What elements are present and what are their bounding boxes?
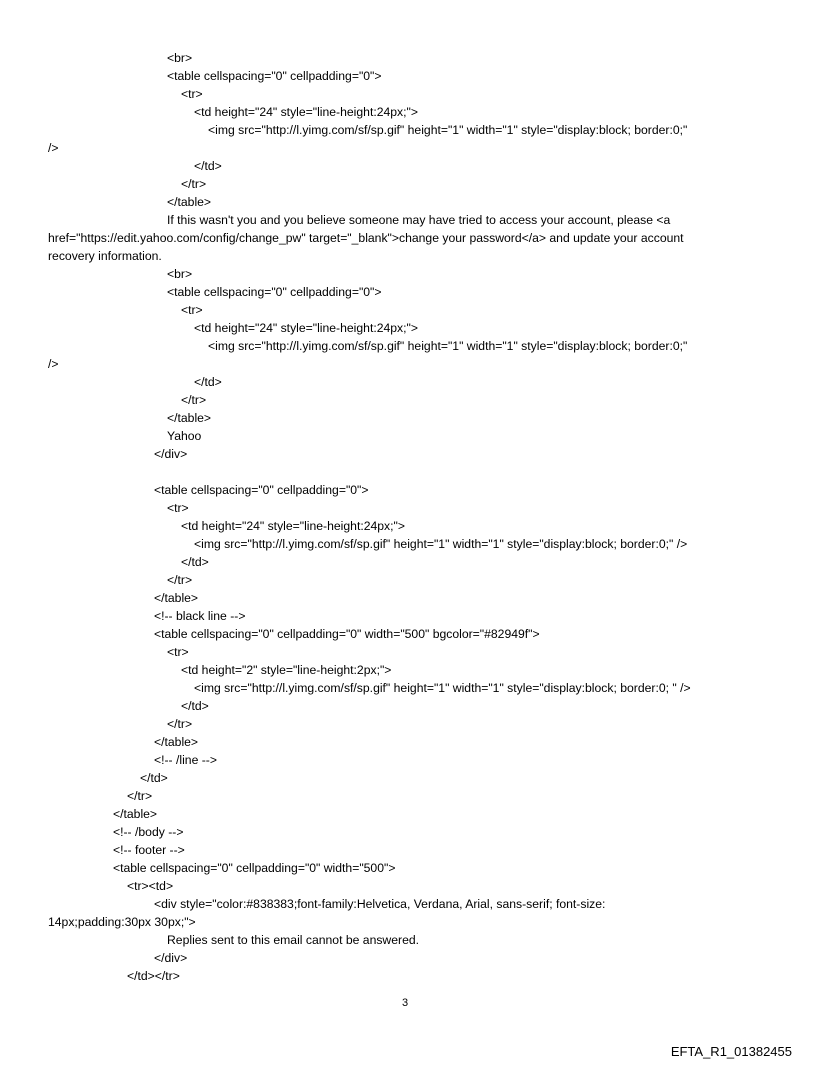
code-line: href="https://edit.yahoo.com/config/change_pw" target="_blank">change your password</a> and update your account (48, 231, 684, 245)
code-line: <!-- black line --> (154, 609, 246, 623)
code-line: <tr> (167, 645, 189, 659)
code-line: </td> (140, 771, 168, 785)
code-line: </div> (154, 951, 188, 965)
code-line: /> (48, 141, 59, 155)
code-line: </td></tr> (127, 969, 180, 983)
code-line: <div style="color:#838383;font-family:Helvetica, Verdana, Arial, sans-serif; font-size: (154, 897, 606, 911)
code-line: 14px;padding:30px 30px;"> (48, 915, 196, 929)
code-line: <img src="http://l.yimg.com/sf/sp.gif" height="1" width="1" style="display:block; border:0;" (208, 339, 688, 353)
code-line: </td> (181, 699, 209, 713)
code-line: <br> (167, 51, 193, 65)
code-line: <br> (167, 267, 193, 281)
code-line: </tr> (167, 573, 193, 587)
code-line: </tr> (181, 393, 207, 407)
code-line: <img src="http://l.yimg.com/sf/sp.gif" height="1" width="1" style="display:block; border:0;" (208, 123, 688, 137)
code-line: If this wasn't you and you believe someone may have tried to access your account, please <a (167, 213, 671, 227)
code-line: </tr> (127, 789, 153, 803)
code-line: <!-- footer --> (113, 843, 185, 857)
code-line: <img src="http://l.yimg.com/sf/sp.gif" height="1" width="1" style="display:block; border:0;" /> (194, 537, 688, 551)
code-line: </td> (194, 375, 222, 389)
code-line: </tr> (181, 177, 207, 191)
code-line: </table> (154, 735, 199, 749)
code-line: </table> (154, 591, 199, 605)
code-line: <td height="24" style="line-height:24px;"> (194, 105, 418, 119)
code-line: <tr> (181, 303, 203, 317)
code-line: <!-- /line --> (154, 753, 217, 767)
code-line: </table> (113, 807, 158, 821)
code-line: </div> (154, 447, 188, 461)
code-line: <table cellspacing="0" cellpadding="0"> (167, 69, 382, 83)
code-line: <!-- /body --> (113, 825, 184, 839)
code-line: </table> (167, 411, 212, 425)
code-line: <td height="2" style="line-height:2px;"> (181, 663, 392, 677)
code-line: recovery information. (48, 249, 162, 263)
page-number: 3 (402, 997, 409, 1009)
document-id: EFTA_R1_01382455 (670, 1044, 792, 1059)
code-line: <td height="24" style="line-height:24px;"> (181, 519, 405, 533)
code-line: </table> (167, 195, 212, 209)
code-line: <table cellspacing="0" cellpadding="0" width="500" bgcolor="#82949f"> (154, 627, 540, 641)
code-line: <table cellspacing="0" cellpadding="0"> (154, 483, 369, 497)
code-line: <img src="http://l.yimg.com/sf/sp.gif" height="1" width="1" style="display:block; border:0; " /> (194, 681, 691, 695)
code-line: Yahoo (167, 429, 202, 443)
code-line: <table cellspacing="0" cellpadding="0" width="500"> (113, 861, 396, 875)
code-line: <table cellspacing="0" cellpadding="0"> (167, 285, 382, 299)
code-line: </td> (181, 555, 209, 569)
code-line: </tr> (167, 717, 193, 731)
code-line: <tr> (181, 87, 203, 101)
code-line: <td height="24" style="line-height:24px;"> (194, 321, 418, 335)
code-line: <tr> (167, 501, 189, 515)
code-line: Replies sent to this email cannot be answered. (167, 933, 420, 947)
code-line: <tr><td> (127, 879, 174, 893)
code-line: </td> (194, 159, 222, 173)
code-line: /> (48, 357, 59, 371)
